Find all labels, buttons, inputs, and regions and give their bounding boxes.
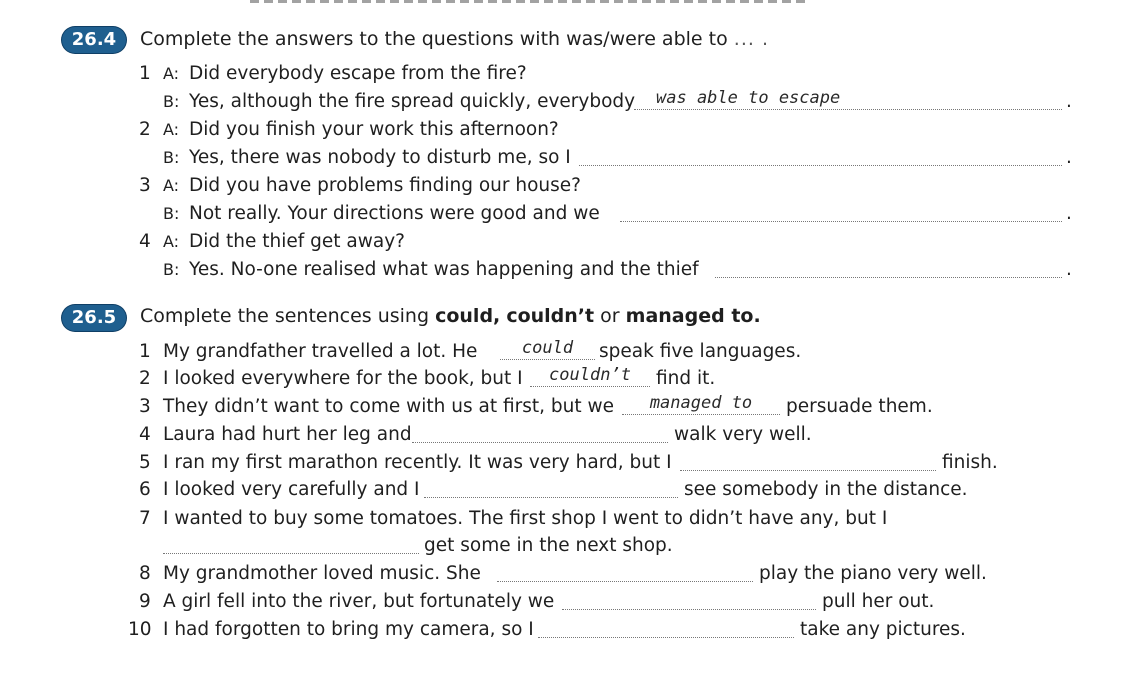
answer-blank[interactable] bbox=[497, 563, 753, 582]
answer-blank[interactable] bbox=[530, 365, 650, 387]
exercise-instruction-26-4: Complete the answers to the questions with was/were able to ... . bbox=[140, 28, 769, 50]
answer-blank[interactable] bbox=[562, 591, 816, 610]
answer-blank[interactable] bbox=[500, 338, 595, 360]
exercise-instruction-26-5: Complete the sentences using could, couldn’t or managed to. bbox=[140, 305, 761, 327]
answer-blank[interactable] bbox=[579, 147, 1062, 166]
handwritten-answer: could bbox=[521, 338, 574, 358]
handwritten-answer: couldn’t bbox=[549, 365, 631, 385]
answer-blank[interactable] bbox=[163, 535, 419, 554]
answer-blank[interactable] bbox=[620, 203, 1062, 222]
answer-blank[interactable] bbox=[412, 424, 668, 443]
answer-blank[interactable] bbox=[622, 393, 780, 415]
handwritten-answer: managed to bbox=[649, 393, 753, 413]
answer-blank[interactable] bbox=[634, 88, 1062, 110]
answer-blank[interactable] bbox=[424, 479, 678, 498]
cropped-top-line bbox=[250, 0, 810, 3]
exercise-badge-26-4: 26.4 bbox=[62, 27, 126, 53]
exercise-badge-26-5: 26.5 bbox=[62, 305, 126, 331]
answer-blank[interactable] bbox=[715, 259, 1062, 278]
answer-blank[interactable] bbox=[680, 452, 936, 471]
handwritten-answer: was able to escape bbox=[656, 88, 841, 108]
answer-blank[interactable] bbox=[538, 619, 794, 638]
